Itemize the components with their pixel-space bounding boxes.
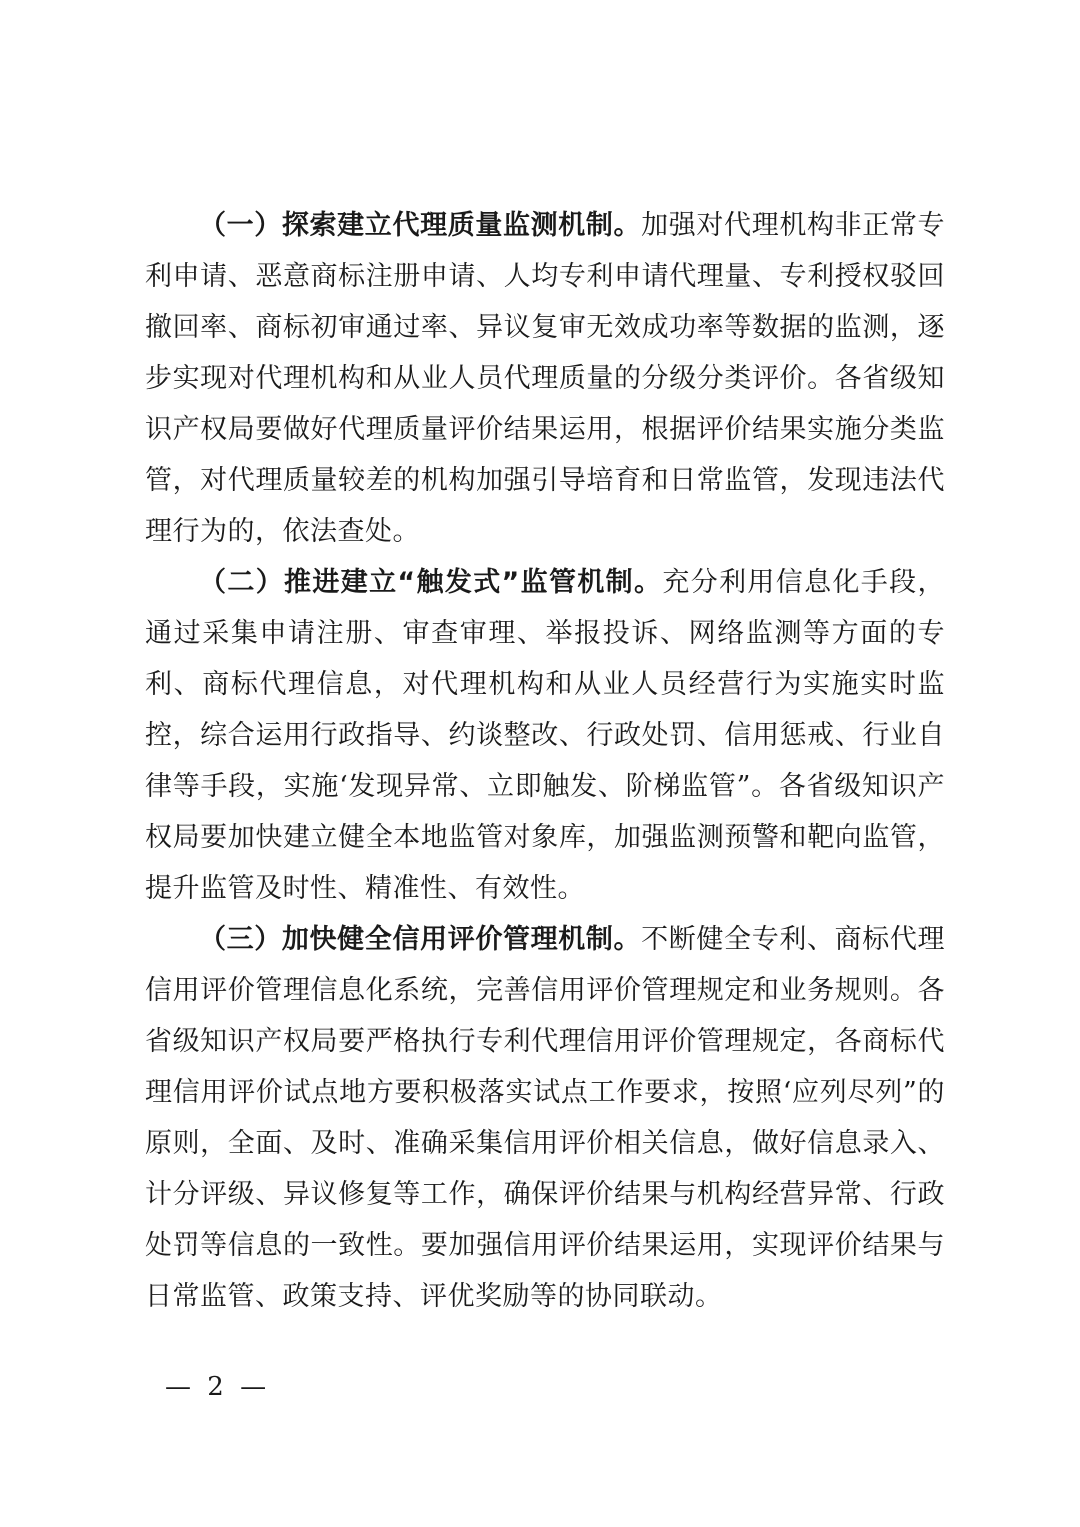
paragraph-text: 不断健全专利、商标代理信用评价管理信息化系统，完善信用评价管理规定和业务规则。各省级知识产权局要严格执行专利代理信用评价管理规定，各商标代理信用评价试点地方要积极落实试点工作要求，按照‘应列尽列”的原则，全面、及时、准确采集信用评价相关信息，做好信息录入、计分评级、异议修复等工作，确保评价结果与机构经营异常、行政处罚等信息的一致性。要加强信用评价结果运用，实现评价结果与日常监管、政策支持、评优奖励等的协同联动。: [145, 924, 946, 1312]
paragraph-heading: （二）推进建立“触发式”监管机制。: [199, 567, 663, 598]
paragraph-text: 充分利用信息化手段，通过采集申请注册、审查审理、举报投诉、网络监测等方面的专利、商标代理信息，对代理机构和从业人员经营行为实施实时监控，综合运用行政指导、约谈整改、行政处罚、信用惩戒、行业自律等手段，实施‘发现异常、立即触发、阶梯监管”。各省级知识产权局要加快建立健全本地监管对象库，加强监测预警和靶向监管，提升监管及时性、精准性、有效性。: [145, 567, 945, 904]
paragraph-credit-evaluation: [145, 914, 945, 1322]
paragraph-trigger-supervision: [145, 557, 945, 914]
paragraph-heading: （一）探索建立代理质量监测机制。: [199, 210, 642, 241]
page-number: — 2 —: [165, 1372, 271, 1402]
paragraph-heading: （三）加快健全信用评价管理机制。: [199, 924, 642, 955]
paragraph-text: 加强对代理机构非正常专利申请、恶意商标注册申请、人均专利申请代理量、专利授权驳回撤回率、商标初审通过率、异议复审无效成功率等数据的监测，逐步实现对代理机构和从业人员代理质量的分级分类评价。各省级知识产权局要做好代理质量评价结果运用，根据评价结果实施分类监管，对代理质量较差的机构加强引导培育和日常监管，发现违法代理行为的，依法查处。: [145, 210, 946, 547]
paragraph-quality-monitoring: [145, 200, 945, 557]
document-body: [145, 200, 945, 1322]
